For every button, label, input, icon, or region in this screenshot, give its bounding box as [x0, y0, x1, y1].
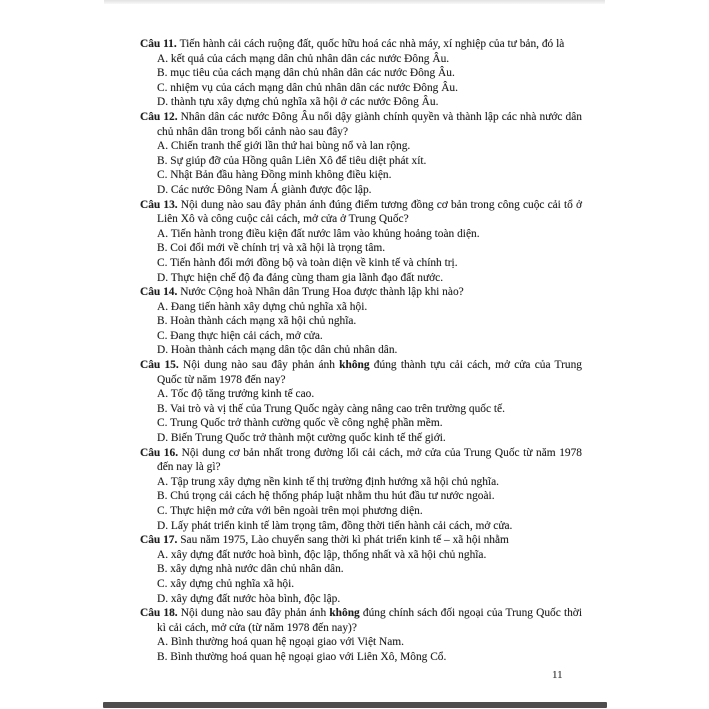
answer-option: D. Biến Trung Quốc trở thành một cường quốc kinh tế thế giới. [157, 432, 446, 445]
answer-option: D. Các nước Đông Nam Á giành được độc lập. [157, 183, 372, 196]
answer-option: B. mục tiêu của cách mạng dân chủ nhân dân các nước Đông Âu. [157, 67, 455, 80]
question-text: Câu 11. Tiến hành cải cách ruộng đất, quốc hữu hoá các nhà máy, xí nghiệp của tư bản, đó là [140, 38, 565, 50]
answer-option: A. Bình thường hoá quan hệ ngoại giao với Việt Nam. [157, 636, 405, 649]
answer-option: B. Chú trọng cải cách hệ thống pháp luật nhằm thu hút đầu tư nước ngoài. [157, 490, 495, 503]
answer-option: B. Hoàn thành cách mạng xã hội chủ nghĩa. [157, 315, 357, 328]
answer-option: D. Hoàn thành cách mạng dân tộc dân chủ nhân dân. [157, 344, 398, 357]
answer-option: B. xây dựng nhà nước dân chủ nhân dân. [157, 563, 344, 576]
emphasis-word: không [339, 359, 370, 372]
question-label: Câu 15. [140, 359, 183, 372]
answer-option: C. Đang thực hiện cải cách, mở cửa. [157, 329, 323, 342]
emphasis-word: không [329, 607, 360, 620]
page-top-edge [104, 0, 605, 4]
answer-option: D. Thực hiện chế độ đa đảng cùng tham gia lãnh đạo đất nước. [157, 271, 444, 284]
question-label: Câu 17. [140, 534, 181, 547]
answer-option: A. Tốc độ tăng trưởng kinh tế cao. [157, 388, 315, 401]
answer-option: D. Lấy phát triển kinh tế làm trọng tâm, đồng thời tiến hành cải cách, mở cửa. [157, 519, 513, 532]
answer-option: A. Tiến hành trong điều kiện đất nước lâm vào khủng hoảng toàn diện. [157, 227, 480, 240]
question-label: Câu 18. [140, 607, 181, 620]
question-text: Câu 12. Nhân dân các nước Đông Âu nổi dậy giành chính quyền và thành lập các nhà nước dân chủ nhân dân trong bối cảnh nào sau đây? [140, 110, 582, 138]
question-text: Câu 16. Nội dung cơ bản nhất trong đường lối cải cách, mở cửa của Trung Quốc từ năm 1978 đến nay là gì? [140, 446, 582, 474]
page-bottom-edge [103, 702, 607, 708]
answer-option: A. Tập trung xây dựng nền kinh tế thị trường định hướng xã hội chủ nghĩa. [157, 475, 499, 488]
question-text: Câu 17. Sau năm 1975, Lào chuyển sang thời kì phát triển kinh tế – xã hội nhằm [140, 534, 509, 547]
answer-option: B. Coi đổi mới về chính trị và xã hội là trọng tâm. [157, 242, 386, 255]
answer-option: B. Sự giúp đỡ của Hồng quân Liên Xô để tiêu diệt phát xít. [157, 154, 427, 167]
answer-option: C. Nhật Bản đầu hàng Đồng minh không điều kiện. [157, 169, 392, 182]
answer-option: B. Bình thường hoá quan hệ ngoại giao với Liên Xô, Mông Cổ. [157, 650, 447, 663]
answer-option: D. thành tựu xây dựng chủ nghĩa xã hội ở các nước Đông Âu. [157, 96, 439, 109]
question-list [140, 37, 582, 665]
answer-option: D. xây dựng đất nước hòa bình, độc lập. [157, 592, 341, 605]
answer-option: C. xây dựng chủ nghĩa xã hội. [157, 577, 295, 590]
question-label: Câu 14. [140, 286, 181, 299]
question-label: Câu 12. [140, 110, 181, 123]
answer-option: B. Vai trò và vị thế của Trung Quốc ngày càng nâng cao trên trường quốc tế. [157, 402, 505, 415]
answer-option: C. Thực hiện mở cửa với bên ngoài trên mọi phương diện. [157, 505, 423, 517]
question-text: Câu 14. Nước Cộng hoà Nhân dân Trung Hoa được thành lập khi nào? [140, 286, 464, 299]
answer-option: C. Tiến hành đổi mới đồng bộ và toàn diện về kinh tế và chính trị. [157, 256, 458, 269]
question-label: Câu 11. [140, 38, 180, 50]
answer-option: C. nhiệm vụ của cách mạng dân chủ nhân dân các nước Đông Âu. [157, 81, 458, 94]
answer-option: A. Đang tiến hành xây dựng chủ nghĩa xã hội. [157, 300, 368, 313]
question-text: Câu 15. Nội dung nào sau đây phản ánh không đúng thành tựu cải cách, mở cửa của Trung Quốc từ năm 1978 đến nay? [140, 359, 582, 386]
question-label: Câu 13. [140, 198, 181, 211]
answer-option: C. Trung Quốc trở thành cường quốc về công nghệ phần mềm. [157, 417, 443, 430]
answer-option: A. xây dựng đất nước hoà bình, độc lập, thống nhất và xã hội chủ nghĩa. [157, 548, 487, 561]
page-number: 11 [552, 669, 563, 681]
question-label: Câu 16. [140, 446, 182, 459]
answer-option: A. kết quả của cách mạng dân chủ nhân dân các nước Đông Âu. [157, 52, 450, 65]
question-text: Câu 13. Nội dung nào sau đây phản ánh đúng điểm tương đồng cơ bản trong công cuộc cải tổ ở Liên Xô và công cuộc cải cách, mở cửa ở Trung Quốc? [140, 198, 582, 226]
question-text: Câu 18. Nội dung nào sau đây phản ánh không đúng chính sách đối ngoại của Trung Quốc thời kì cải cách, mở cửa (từ năm 1978 đến nay)? [140, 607, 582, 634]
answer-option: A. Chiến tranh thế giới lần thứ hai bùng nổ và lan rộng. [157, 140, 411, 153]
